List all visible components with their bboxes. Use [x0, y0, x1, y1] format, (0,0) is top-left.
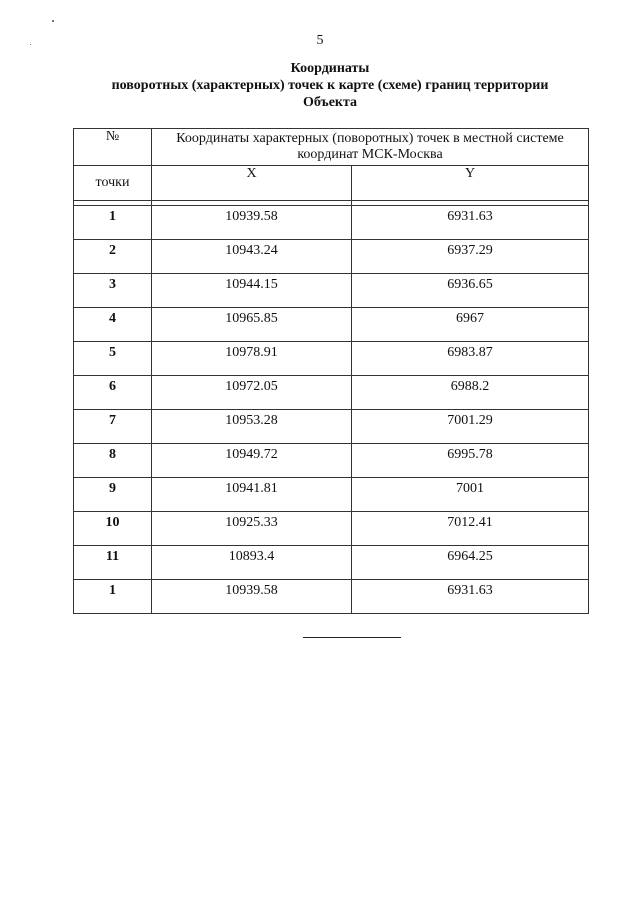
table-row — [74, 444, 589, 478]
x-coordinate-cell: 10949.72 — [152, 444, 352, 478]
y-coordinate-cell: 6937.29 — [352, 240, 589, 274]
document-title — [40, 60, 620, 111]
x-coordinate-cell: 10972.05 — [152, 376, 352, 410]
header-col-x: X — [152, 166, 352, 201]
point-number-cell: 9 — [74, 478, 152, 512]
y-coordinate-cell: 6983.87 — [352, 342, 589, 376]
y-coordinate-cell: 6931.63 — [352, 580, 589, 614]
table-row — [74, 546, 589, 580]
point-number-cell: 10 — [74, 512, 152, 546]
point-number-cell: 5 — [74, 342, 152, 376]
x-coordinate-cell: 10893.4 — [152, 546, 352, 580]
table-row — [74, 376, 589, 410]
header-number-sign: № — [74, 129, 152, 166]
header-col-y: Y — [352, 166, 589, 201]
x-coordinate-cell: 10953.28 — [152, 410, 352, 444]
y-coordinate-cell: 6988.2 — [352, 376, 589, 410]
x-coordinate-cell: 10925.33 — [152, 512, 352, 546]
x-coordinate-cell: 10965.85 — [152, 308, 352, 342]
point-number-cell: 6 — [74, 376, 152, 410]
point-number-cell: 8 — [74, 444, 152, 478]
x-coordinate-cell: 10939.58 — [152, 580, 352, 614]
table-row — [74, 274, 589, 308]
header-caption: Координаты характерных (поворотных) точек в местной системе координат МСК-Москва — [152, 129, 589, 166]
point-number-cell: 4 — [74, 308, 152, 342]
point-number-cell: 1 — [74, 580, 152, 614]
scan-speck — [52, 20, 54, 22]
x-coordinate-cell: 10941.81 — [152, 478, 352, 512]
y-coordinate-cell: 6995.78 — [352, 444, 589, 478]
x-coordinate-cell: 10978.91 — [152, 342, 352, 376]
title-line-3: Объекта — [302, 95, 358, 110]
point-number-cell: 2 — [74, 240, 152, 274]
table-row — [74, 240, 589, 274]
point-number-cell: 3 — [74, 274, 152, 308]
point-number-cell: 1 — [74, 206, 152, 240]
x-coordinate-cell: 10944.15 — [152, 274, 352, 308]
page-number: 5 — [316, 33, 324, 48]
table-row — [74, 206, 589, 240]
x-coordinate-cell: 10943.24 — [152, 240, 352, 274]
y-coordinate-cell: 7001 — [352, 478, 589, 512]
title-line-2: поворотных (характерных) точек к карте (схеме) границ территории — [111, 78, 549, 93]
point-number-cell: 7 — [74, 410, 152, 444]
header-point-label: точки — [74, 166, 152, 201]
table-row — [74, 410, 589, 444]
table-row — [74, 580, 589, 614]
y-coordinate-cell: 7012.41 — [352, 512, 589, 546]
coordinates-table — [73, 128, 589, 614]
x-coordinate-cell: 10939.58 — [152, 206, 352, 240]
table-row — [74, 512, 589, 546]
y-coordinate-cell: 6964.25 — [352, 546, 589, 580]
table-row — [74, 308, 589, 342]
y-coordinate-cell: 7001.29 — [352, 410, 589, 444]
table-row — [74, 478, 589, 512]
end-of-document-line — [303, 637, 401, 638]
y-coordinate-cell: 6936.65 — [352, 274, 589, 308]
point-number-cell: 11 — [74, 546, 152, 580]
title-line-1: Координаты — [290, 61, 370, 76]
y-coordinate-cell: 6967 — [352, 308, 589, 342]
y-coordinate-cell: 6931.63 — [352, 206, 589, 240]
table-row — [74, 342, 589, 376]
